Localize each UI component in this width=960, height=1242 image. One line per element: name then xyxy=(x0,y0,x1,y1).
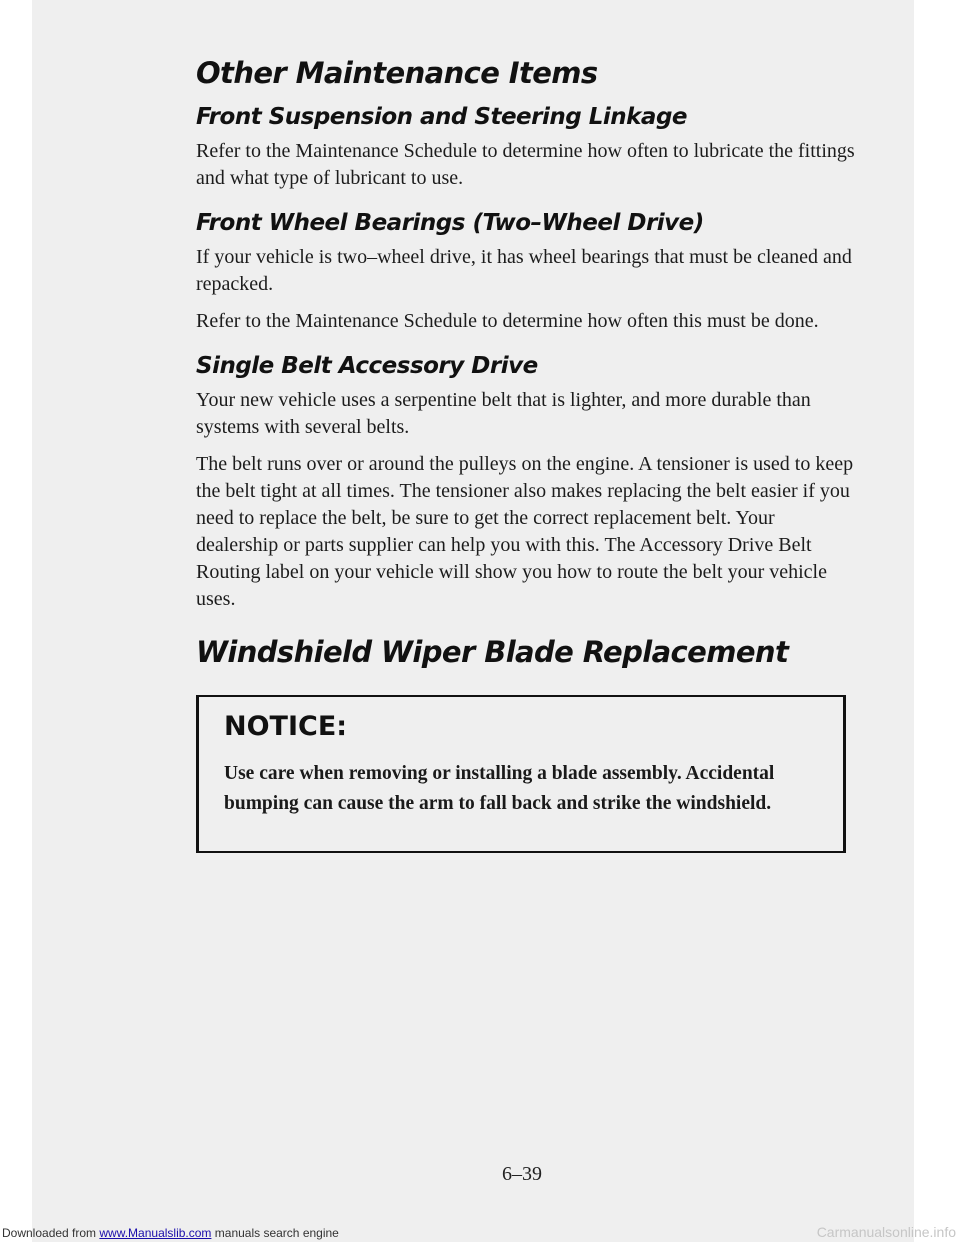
section-paragraph: Refer to the Maintenance Schedule to determine how often this must be done. xyxy=(196,310,819,332)
section-paragraph: Refer to the Maintenance Schedule to determine how often to lubricate the fittings and what type of lubricant to use. xyxy=(196,140,855,189)
section-paragraph: The belt runs over or around the pulleys on the engine. A tensioner is used to keep the belt tight at all times. The tensioner also makes replacing the belt easier if you need to replace the belt, be sure to get the correct replacement belt. Your dealership or parts supplier can help you with this. The Accessory Drive Belt Routing label on your vehicle will show you how to route the belt your vehicle uses. xyxy=(196,453,854,610)
watermark: Carmanualsonline.info xyxy=(816,1224,956,1240)
section-heading-wheel-bearings: Front Wheel Bearings (Two–Wheel Drive) xyxy=(196,210,704,236)
manual-page xyxy=(32,0,914,1242)
section-paragraph: Your new vehicle uses a serpentine belt that is lighter, and more durable than systems with several belts. xyxy=(196,389,811,438)
notice-box xyxy=(196,695,846,853)
notice-title: NOTICE: xyxy=(224,711,348,742)
download-footer xyxy=(2,1226,339,1240)
section-heading-belt-drive: Single Belt Accessory Drive xyxy=(196,353,538,379)
section-heading-front-suspension: Front Suspension and Steering Linkage xyxy=(196,104,688,130)
page-title: Other Maintenance Items xyxy=(196,56,598,90)
notice-text: Use care when removing or installing a blade assembly. Accidental bumping can cause the arm to fall back and strike the windshield. xyxy=(224,763,775,814)
section-paragraph: If your vehicle is two–wheel drive, it has wheel bearings that must be cleaned and repacked. xyxy=(196,246,852,295)
footer-prefix: Downloaded from xyxy=(2,1226,100,1240)
wiper-heading: Windshield Wiper Blade Replacement xyxy=(196,635,789,669)
page-number: 6–39 xyxy=(502,1163,542,1185)
page-content xyxy=(196,56,856,669)
manualslib-link[interactable]: www.Manualslib.com xyxy=(99,1226,212,1240)
footer-suffix: manuals search engine xyxy=(211,1226,339,1240)
